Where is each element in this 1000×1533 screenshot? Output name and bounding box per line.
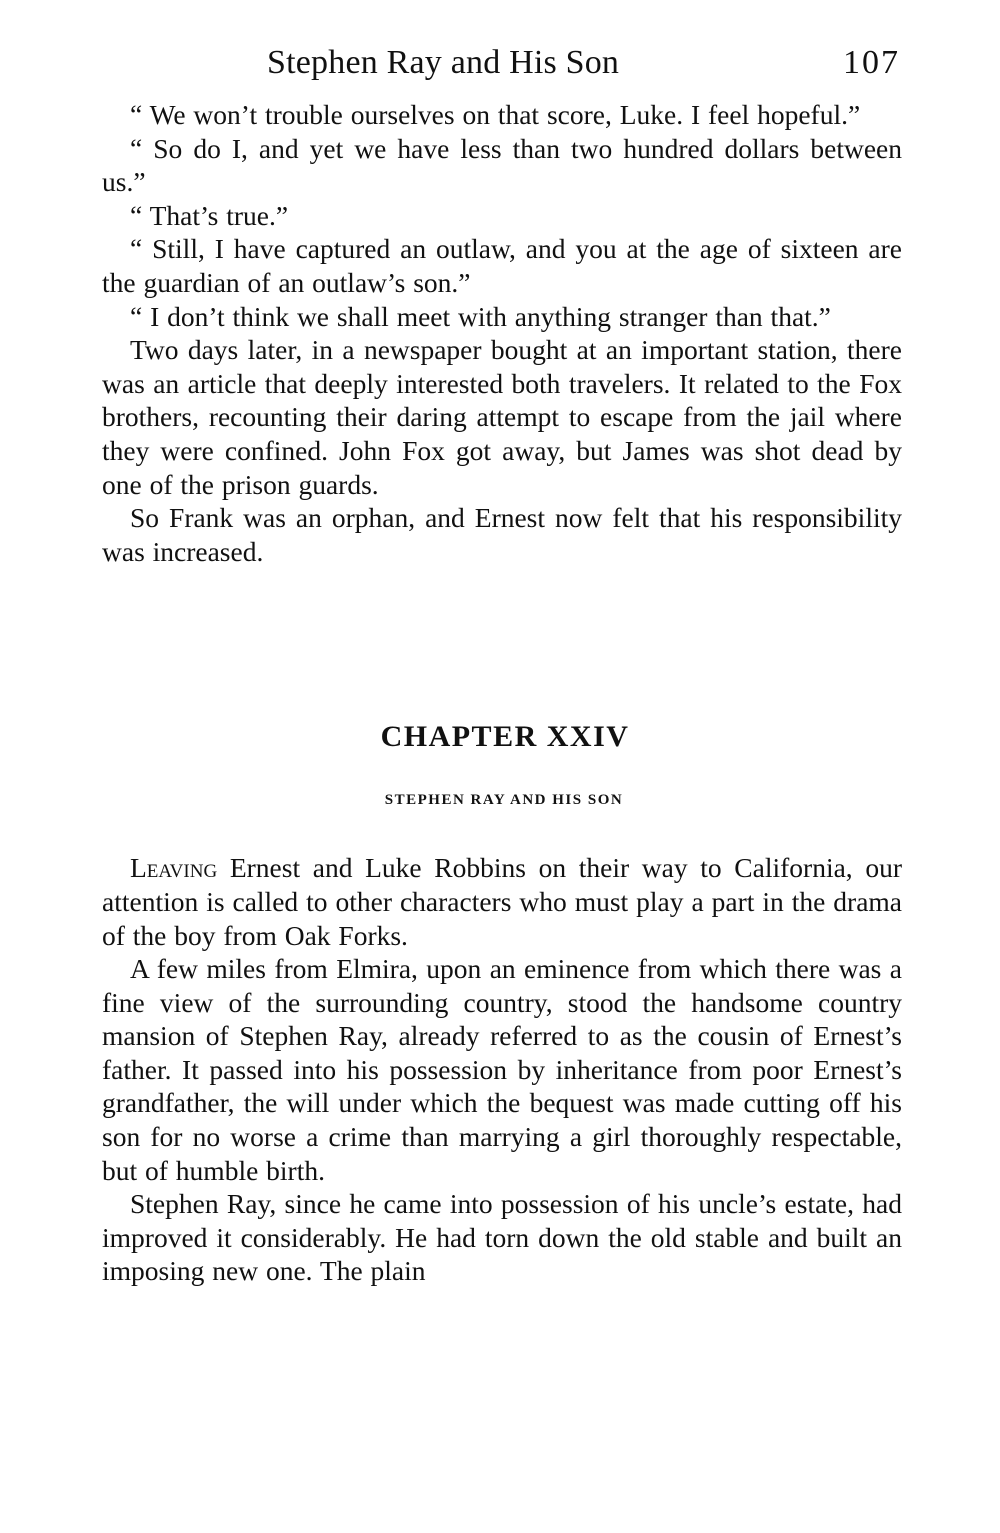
paragraph: “ Still, I have captured an outlaw, and you at the age of sixteen are the guardian of an outlaw’s son.” [102, 233, 902, 298]
paragraph: “ I don’t think we shall meet with anything stranger than that.” [130, 300, 831, 332]
opening-word: Leaving [130, 852, 218, 884]
running-header [102, 40, 902, 98]
chapter-body [102, 851, 902, 1288]
paragraph: A few miles from Elmira, upon an eminence from which there was a fine view of the surrounding country, stood the handsome country mansion of Stephen Ray, already referred to as the cousin of Ernest’s father. It passed into his possession by inheritance from poor Ernest’s grandfather, the will under which the bequest was made cutting off his son for no worse a crime than marrying a girl thoroughly respectable, but of humble birth. [102, 953, 902, 1186]
paragraph: “ So do I, and yet we have less than two hundred dollars between us.” [102, 132, 902, 198]
page-number: 107 [843, 44, 900, 81]
chapter-title: CHAPTER XXIV [380, 720, 630, 754]
paragraph: So Frank was an orphan, and Ernest now felt that his responsibility was increased. [102, 502, 902, 567]
chapter-subtitle: STEPHEN RAY AND HIS SON [384, 792, 624, 809]
opening-text: Ernest and Luke Robbins on their way to California, our attention is called to other characters who must play a part in the drama of the boy from Oak Forks. [102, 852, 902, 951]
paragraph: Stephen Ray, since he came into possession of his uncle’s estate, had improved it considerably. He had torn down the old stable and built an imposing new one. The plain [102, 1188, 902, 1287]
paragraph: “ That’s true.” [130, 199, 289, 231]
paragraph: “ We won’t trouble ourselves on that score, Luke. I feel hopeful.” [130, 99, 861, 130]
dialogue-section [102, 98, 902, 568]
chapter-opening-paragraph [102, 851, 902, 952]
section-break [102, 568, 902, 720]
running-title: Stephen Ray and His Son [267, 44, 620, 81]
book-page [102, 40, 902, 1288]
paragraph: Two days later, in a newspaper bought at an important station, there was an article that deeply interested both travelers. It related to the Fox brothers, recounting their daring attempt to escape from the jail where they were confined. John Fox got away, but James was shot dead by one of the prison guards. [102, 334, 902, 500]
